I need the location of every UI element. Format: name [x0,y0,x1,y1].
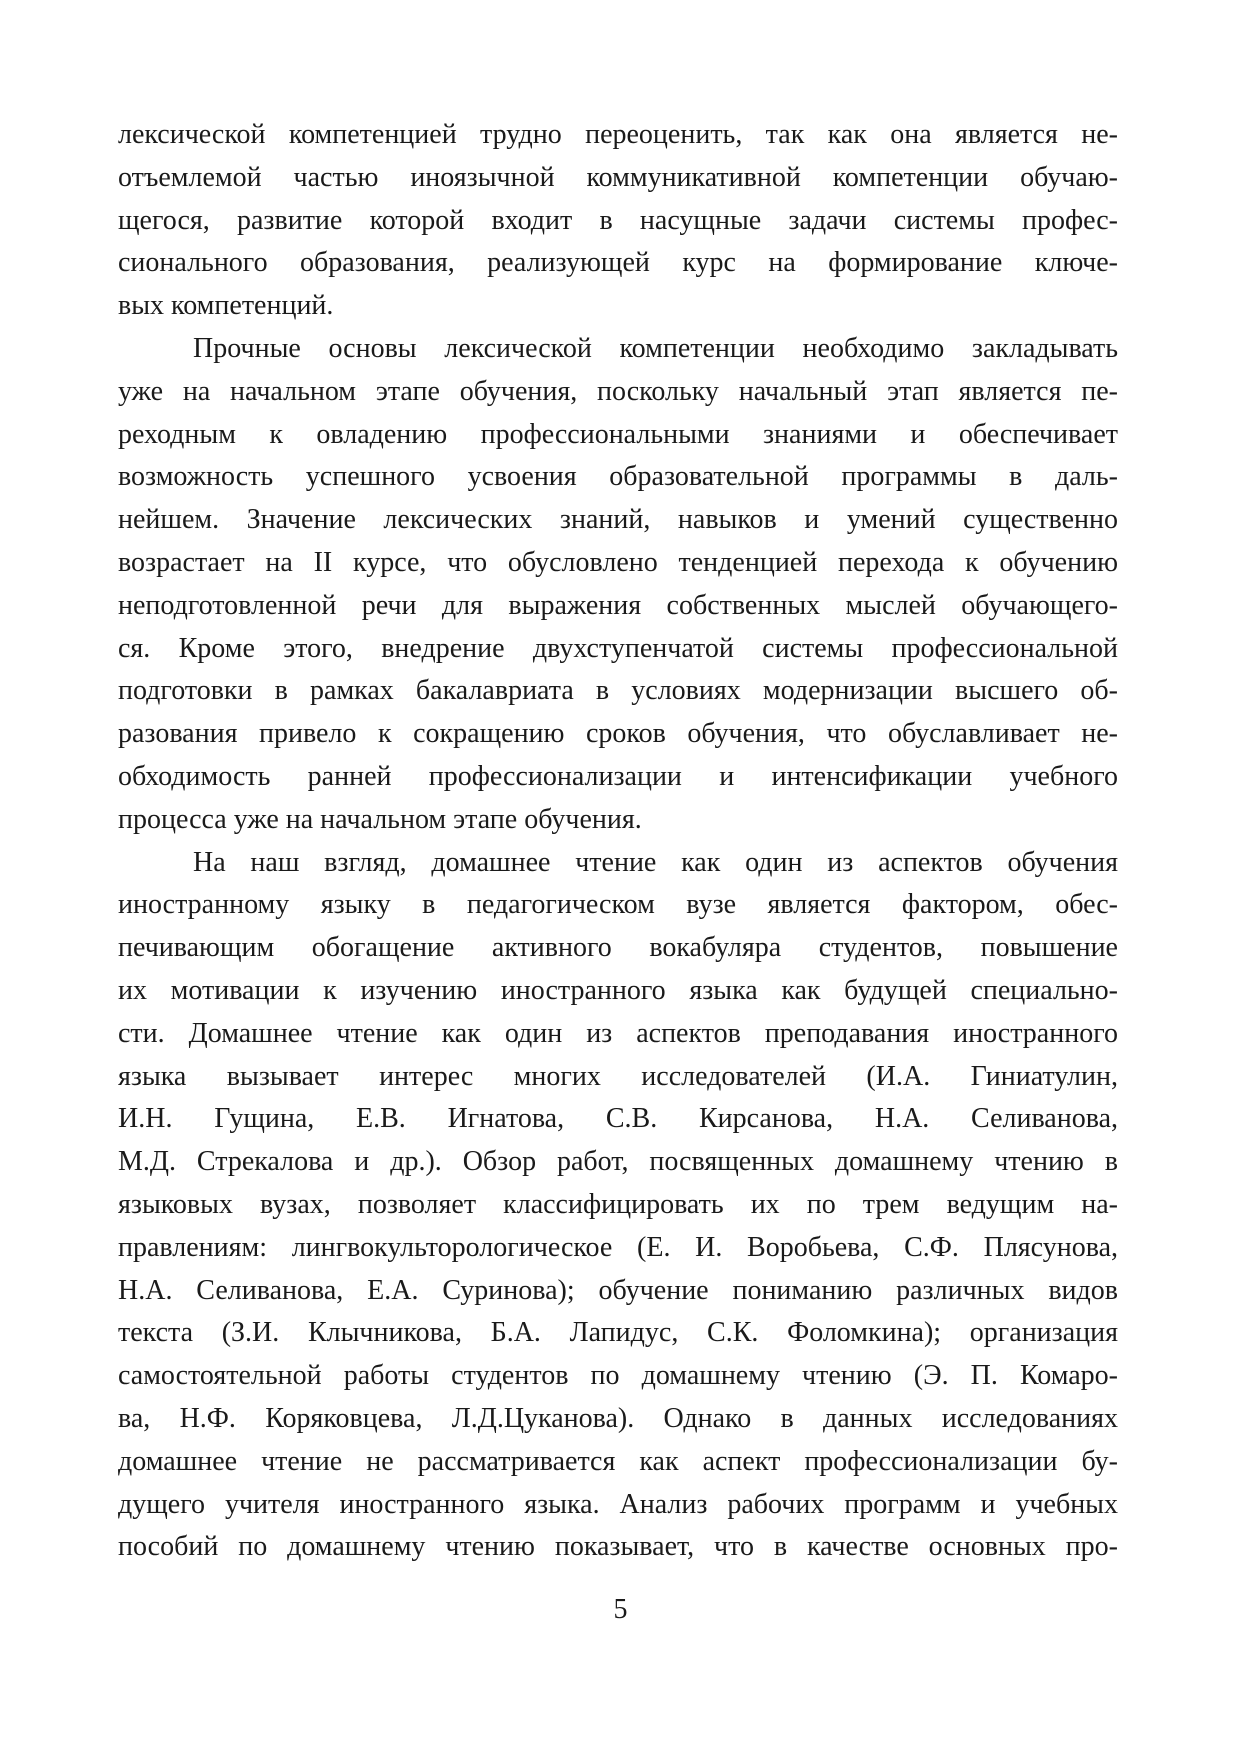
text-line: текста (З.И. Клычникова, Б.А. Лапидус, С.К. Фоломкина); организация [118,1317,1118,1349]
text-line: языка вызывает интерес многих исследователей (И.А. Гиниатулин, [118,1060,1118,1092]
text-line: дущего учителя иностранного языка. Анализ рабочих программ и учебных [118,1488,1118,1520]
text-line: сионального образования, реализующей курс на формирование ключе- [118,247,1118,279]
text-line: сти. Домашнее чтение как один из аспектов преподавания иностранного [118,1017,1118,1049]
text-line: правлениям: лингвокульторологическое (Е. И. Воробьева, С.Ф. Плясунова, [118,1231,1118,1263]
text-line: самостоятельной работы студентов по домашнему чтению (Э. П. Комаро- [118,1360,1118,1392]
body-text [118,114,1118,1569]
text-line: И.Н. Гущина, Е.В. Игнатова, С.В. Кирсанова, Н.А. Селиванова, [118,1103,1118,1135]
text-line: неподготовленной речи для выражения собственных мыслей обучающего- [118,589,1118,621]
text-line: печивающим обогащение активного вокабуляра студентов, повышение [118,932,1118,964]
text-line: иностранному языку в педагогическом вузе является фактором, обес- [118,889,1118,921]
text-line: процесса уже на начальном этапе обучения. [118,803,642,835]
text-line: возрастает на II курсе, что обусловлено тенденцией перехода к обучению [118,546,1118,578]
text-line: их мотивации к изучению иностранного языка как будущей специально- [118,974,1118,1006]
text-line: Н.А. Селиванова, Е.А. Суринова); обучение пониманию различных видов [118,1274,1118,1306]
paragraph [118,114,1118,328]
text-line: отъемлемой частью иноязычной коммуникативной компетенции обучаю- [118,161,1118,193]
paragraph [118,328,1118,842]
text-line: возможность успешного усвоения образовательной программы в даль- [118,461,1118,493]
text-line: щегося, развитие которой входит в насущные задачи системы профес- [118,204,1118,236]
paragraph [118,842,1118,1570]
text-line: подготовки в рамках бакалавриата в условиях модернизации высшего об- [118,675,1118,707]
text-line: вых компетенций. [118,290,334,322]
text-line: уже на начальном этапе обучения, поскольку начальный этап является пе- [118,375,1118,407]
text-line: На наш взгляд, домашнее чтение как один из аспектов обучения [193,846,1118,878]
text-line: нейшем. Значение лексических знаний, навыков и умений существенно [118,504,1118,536]
text-line: Прочные основы лексической компетенции необходимо закладывать [193,332,1118,364]
text-line: разования привело к сокращению сроков обучения, что обуславливает не- [118,718,1118,750]
text-line: домашнее чтение не рассматривается как аспект профессионализации бу- [118,1445,1118,1477]
text-line: пособий по домашнему чтению показывает, что в качестве основных про- [118,1531,1118,1563]
text-line: ва, Н.Ф. Коряковцева, Л.Д.Цуканова). Однако в данных исследованиях [118,1402,1118,1434]
text-line: М.Д. Стрекалова и др.). Обзор работ, посвященных домашнему чтению в [118,1146,1118,1178]
text-line: лексической компетенцией трудно переоценить, так как она является не- [118,119,1118,150]
text-line: обходимость ранней профессионализации и интенсификации учебного [118,760,1118,792]
text-line: реходным к овладению профессиональными знаниями и обеспечивает [118,418,1118,450]
text-line: языковых вузах, позволяет классифицировать их по трем ведущим на- [118,1188,1118,1220]
page-number: 5 [613,1594,628,1625]
text-line: ся. Кроме этого, внедрение двухступенчатой системы профессиональной [118,632,1118,664]
